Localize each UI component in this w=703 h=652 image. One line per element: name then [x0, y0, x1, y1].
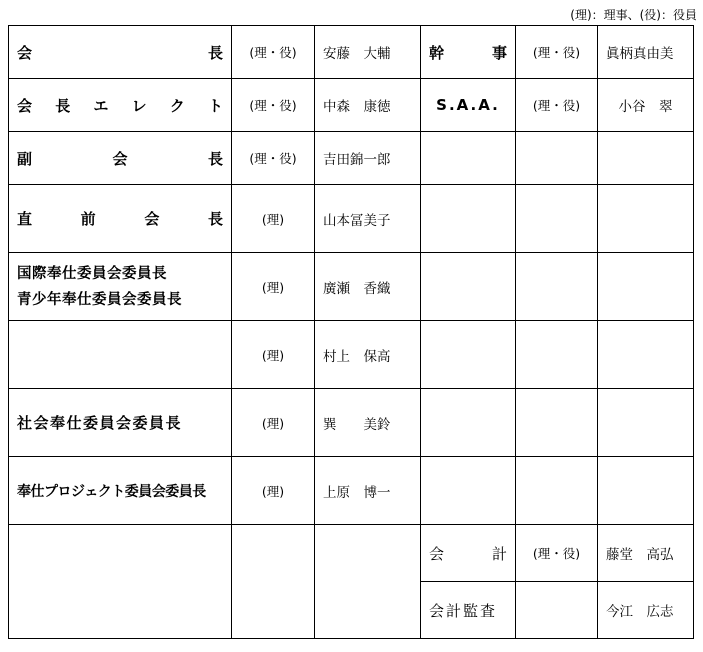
member-name: 安藤 大輔 — [315, 26, 421, 79]
role-mark: (理) — [232, 389, 315, 457]
role-mark: (理) — [232, 185, 315, 253]
role-mark: (理) — [232, 321, 315, 389]
empty-cell — [315, 525, 421, 639]
empty-cell — [598, 457, 694, 525]
position-line-2: 青少年奉仕委員会委員長 — [17, 291, 182, 308]
position-cell: 副 会 長 — [9, 132, 232, 185]
role-mark: (理・役) — [232, 26, 315, 79]
position-cell — [9, 321, 232, 389]
empty-cell — [516, 185, 598, 253]
right-member-name: 眞柄真由美 — [598, 26, 694, 79]
empty-cell — [421, 389, 516, 457]
table-row — [9, 457, 694, 525]
table-row — [9, 253, 694, 321]
position-cell: 社会奉仕委員会委員長 — [9, 389, 232, 457]
member-name: 吉田錦一郎 — [315, 132, 421, 185]
empty-cell — [232, 525, 315, 639]
right-position-cell: 会計監査 — [421, 582, 516, 639]
right-member-name: 藤堂 高弘 — [598, 525, 694, 582]
empty-cell — [421, 132, 516, 185]
right-role-mark: (理・役) — [516, 525, 598, 582]
empty-cell — [598, 389, 694, 457]
table-row — [9, 79, 694, 132]
position-char: 会 — [17, 43, 33, 62]
right-position-cell: S.A.A. — [421, 79, 516, 132]
empty-cell — [516, 389, 598, 457]
right-position-cell: 会 計 — [421, 525, 516, 582]
empty-cell — [516, 132, 598, 185]
member-name: 山本冨美子 — [315, 185, 421, 253]
position-line-1: 国際奉仕委員会委員長 — [17, 265, 167, 282]
right-role-mark — [516, 582, 598, 639]
role-mark: (理・役) — [232, 132, 315, 185]
right-role-mark: (理・役) — [516, 26, 598, 79]
empty-cell — [516, 253, 598, 321]
empty-cell — [516, 321, 598, 389]
empty-cell — [9, 525, 232, 639]
table-row — [9, 132, 694, 185]
position-cell: 直 前 会 長 — [9, 185, 232, 253]
member-name: 中森 康徳 — [315, 79, 421, 132]
table-row — [9, 525, 694, 582]
table-row — [9, 26, 694, 79]
empty-cell — [516, 457, 598, 525]
member-name: 上原 博一 — [315, 457, 421, 525]
member-name: 村上 保高 — [315, 321, 421, 389]
right-member-name: 今江 広志 — [598, 582, 694, 639]
table-row — [9, 389, 694, 457]
position-cell: 奉仕プロジェクト委員会委員長 — [9, 457, 232, 525]
empty-cell — [598, 321, 694, 389]
empty-cell — [598, 253, 694, 321]
empty-cell — [421, 253, 516, 321]
member-name: 巽 美鈴 — [315, 389, 421, 457]
role-mark: (理) — [232, 253, 315, 321]
member-name: 廣瀬 香織 — [315, 253, 421, 321]
empty-cell — [598, 132, 694, 185]
officer-roster-table — [8, 25, 694, 639]
table-row — [9, 321, 694, 389]
right-role-mark: (理・役) — [516, 79, 598, 132]
position-cell — [9, 26, 232, 79]
position-char: 長 — [207, 43, 223, 62]
position-cell: 会 長 エ レ ク ト — [9, 79, 232, 132]
role-mark: (理・役) — [232, 79, 315, 132]
right-position-cell: 幹 事 — [421, 26, 516, 79]
empty-cell — [598, 185, 694, 253]
legend: (理)：理事、(役)：役員 — [570, 8, 697, 22]
position-cell — [9, 253, 232, 321]
table-row — [9, 185, 694, 253]
role-mark: (理) — [232, 457, 315, 525]
empty-cell — [421, 457, 516, 525]
empty-cell — [421, 321, 516, 389]
empty-cell — [421, 185, 516, 253]
right-member-name: 小谷 翠 — [598, 79, 694, 132]
